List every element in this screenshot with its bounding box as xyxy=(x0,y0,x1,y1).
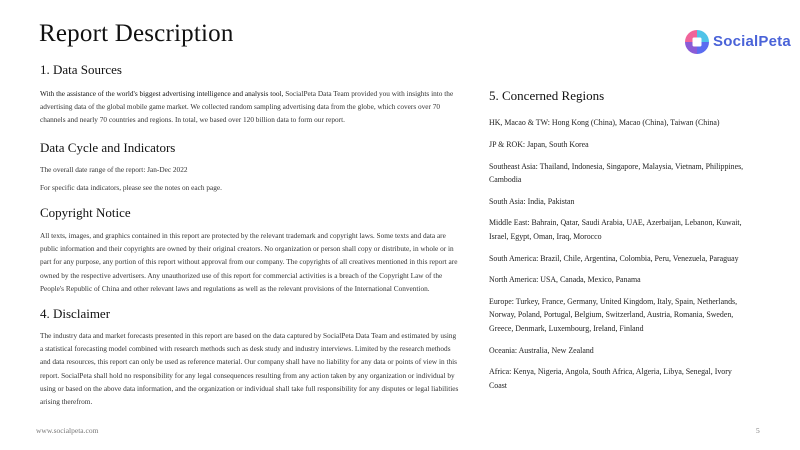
copyright-body: All texts, images, and graphics contained in this report are protected by the relevant trademark and copyright laws. Some texts and data are public information and their copyrights are owned by their original creators. No organization or person shall copy or distribute, in whole or in part for any purpose, any portion of this report without approval from our company. The copyrights of all creatives mentioned in this report are owned by the respective advertisers. Any unauthorized use of this report for commercial activities is a breach of the Copyright Law of the People's Republic of China and other relevant laws and regulations as well as the relevant provisions of the International Convention. xyxy=(40,231,458,293)
data-sources-heading: 1. Data Sources xyxy=(40,62,122,77)
data-sources-body: SocialPeta Data Team provided you with insights into the advertising data of the global mobile game market. We collected random sampling advertising data from the globe, which covers over 70 channels and nearly 70 countries and regions. In total, we based over 120 billion data to form our report. xyxy=(40,89,454,125)
region-item: Oceania: Australia, New Zealand xyxy=(489,345,594,355)
data-cycle-heading: Data Cycle and Indicators xyxy=(40,139,176,155)
page-number: 5 xyxy=(756,426,760,435)
copyright-heading: Copyright Notice xyxy=(40,205,131,221)
data-cycle-line-2: For specific data indicators, please see the notes on each page. xyxy=(40,182,222,192)
logo-text: SocialPeta xyxy=(713,33,791,50)
regions-heading: 5. Concerned Regions xyxy=(489,88,605,103)
brand-logo xyxy=(684,28,791,55)
disclaimer-body: The industry data and market forecasts presented in this report are based on the data captured by SocialPeta Data Team and estimated by using a statistical forecasting model combined with research methods such as desk study and industry interviews. Limited by the research methods and data resources, this report can only be used as reference material. Our company shall have no liability for any data or points of view in this report. SocialPeta shall hold no responsibility for any legal consequences resulting from any action taken by any organization or individual by using or based on the above data information, and the organization or individual shall take full responsibility for any disputes or legal liabilities arising therefrom. xyxy=(40,331,459,407)
region-item: JP & ROK: Japan, South Korea xyxy=(489,139,589,149)
data-sources-lead: With the assistance of the world's biggest advertising intelligence and analysis tool, xyxy=(40,89,284,98)
footer-url: www.socialpeta.com xyxy=(36,426,99,435)
region-item: North America: USA, Canada, Mexico, Panama xyxy=(489,275,641,285)
region-item: Europe: Turkey, France, Germany, United Kingdom, Italy, Spain, Netherlands, Norway, Poland, Portugal, Belgium, Switzerland, Austria, Romania, Sweden, Greece, Denmark, Luxembourg, Ireland, Finland xyxy=(489,297,738,333)
left-column xyxy=(40,62,460,408)
region-item: Middle East: Bahrain, Qatar, Saudi Arabia, UAE, Azerbaijan, Lebanon, Kuwait, Israel, Egypt, Oman, Iraq, Morocco xyxy=(489,218,742,241)
disclaimer-heading: 4. Disclaimer xyxy=(40,306,111,322)
region-item: South America: Brazil, Chile, Argentina, Colombia, Peru, Venezuela, Paraguay xyxy=(489,253,739,263)
socialpeta-logo-icon xyxy=(684,29,710,55)
right-column xyxy=(489,88,751,400)
region-item: Southeast Asia: Thailand, Indonesia, Singapore, Malaysia, Vietnam, Philippines, Cambodia xyxy=(489,161,744,184)
region-item: Africa: Kenya, Nigeria, Angola, South Africa, Algeria, Libya, Senegal, Ivory Coast xyxy=(489,367,732,390)
region-item: South Asia: India, Pakistan xyxy=(489,196,575,206)
data-cycle-line-1: The overall date range of the report: Jan-Dec 2022 xyxy=(40,164,188,174)
page-title: Report Description xyxy=(39,20,234,47)
data-sources-paragraph xyxy=(40,87,460,127)
region-item: HK, Macao & TW: Hong Kong (China), Macao (China), Taiwan (China) xyxy=(489,118,720,127)
